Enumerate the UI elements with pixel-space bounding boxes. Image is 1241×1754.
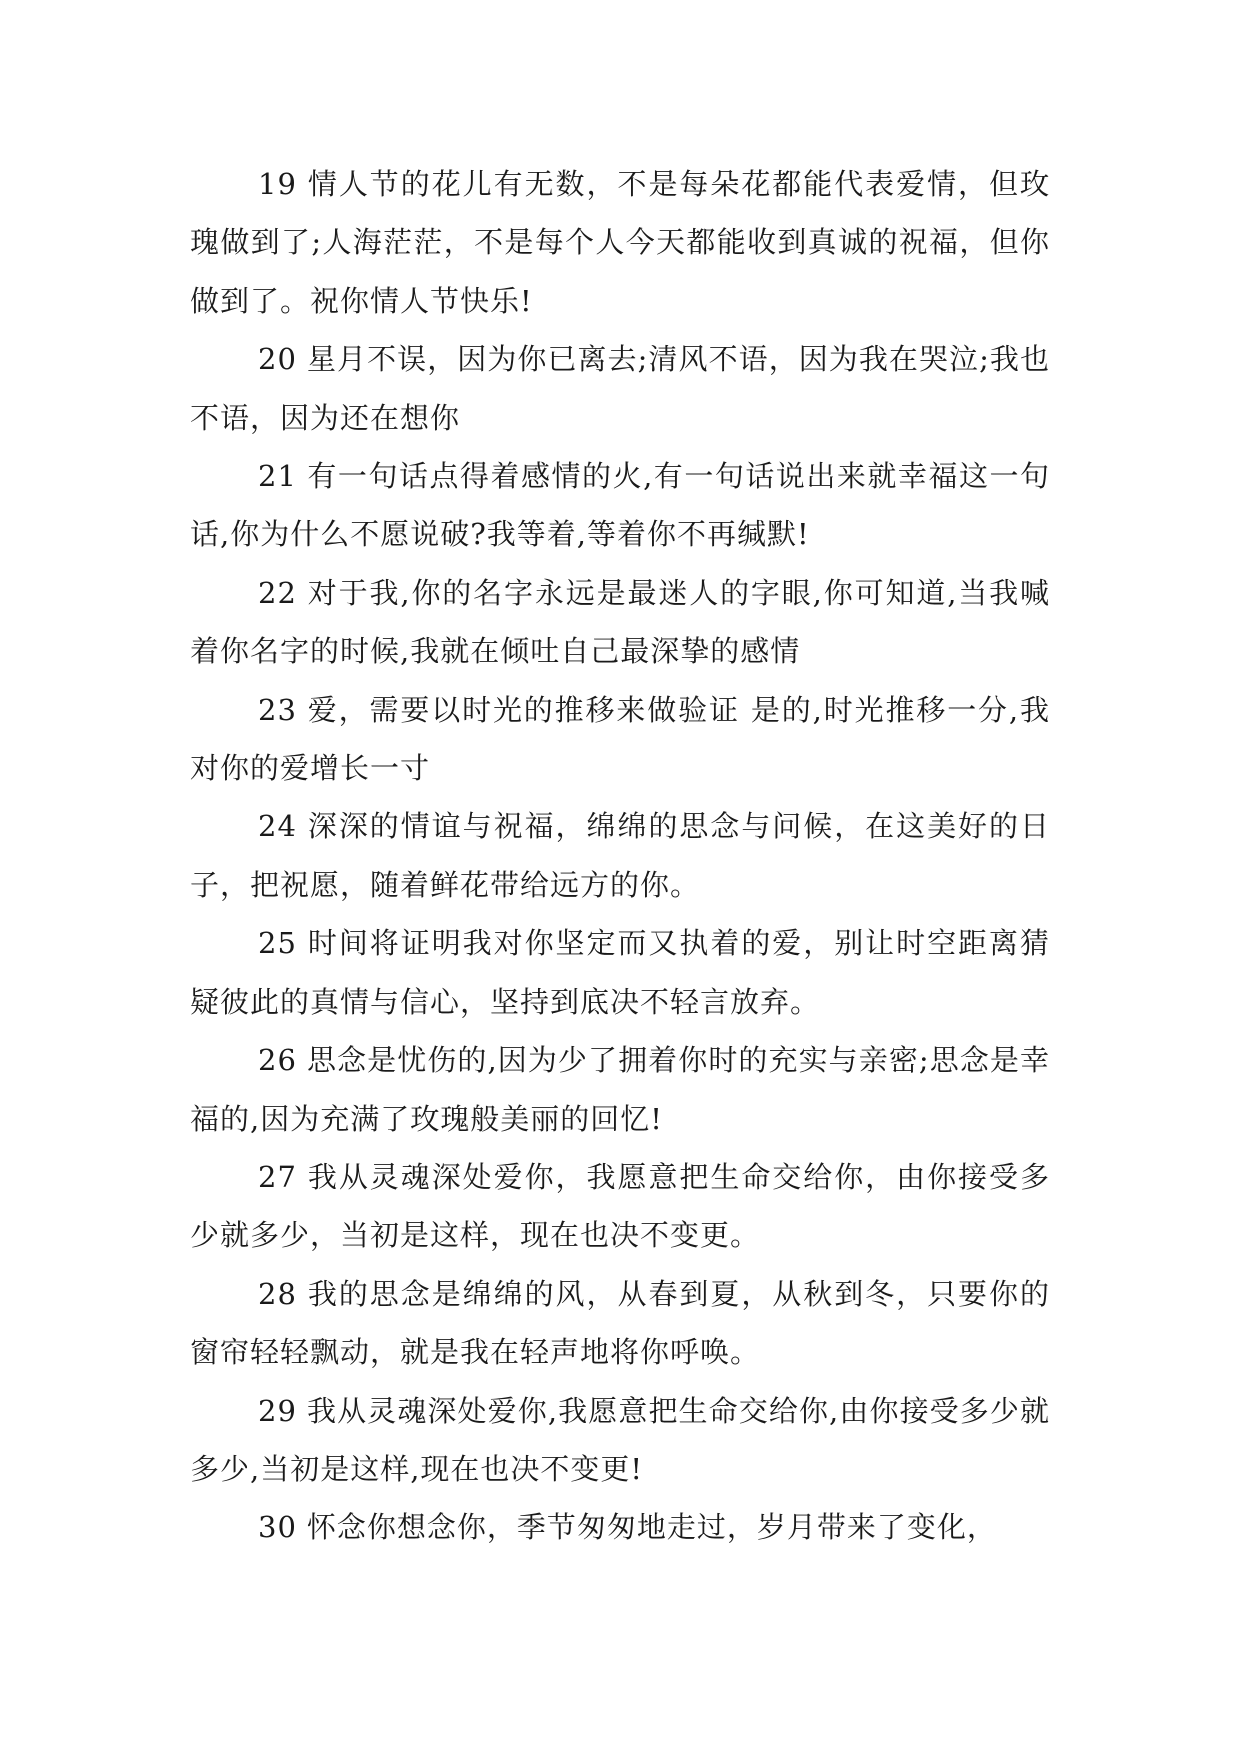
paragraph-number: 21: [258, 459, 297, 494]
paragraph-text: 我的思念是绵绵的风，从春到夏，从秋到冬，只要你的窗帘轻轻飘动，就是我在轻声地将你呼唤。: [190, 1276, 1050, 1370]
paragraph-text: 爱，需要以时光的推移来做验证 是的,时光推移一分,我对你的爱增长一寸: [190, 692, 1050, 786]
paragraph-number: 26: [258, 1043, 297, 1078]
paragraph-number: 20: [258, 342, 297, 377]
paragraph-22: [190, 564, 1050, 681]
paragraph-20: [190, 330, 1050, 447]
paragraph-number: 22: [258, 575, 297, 610]
paragraph-27: [190, 1148, 1050, 1265]
paragraph-text: 我从灵魂深处爱你，我愿意把生命交给你，由你接受多少就多少，当初是这样，现在也决不变更。: [190, 1159, 1050, 1253]
paragraph-text: 思念是忧伤的,因为少了拥着你时的充实与亲密;思念是幸福的,因为充满了玫瑰般美丽的回忆!: [190, 1043, 1050, 1136]
paragraph-number: 27: [258, 1159, 297, 1194]
paragraph-text: 情人节的花儿有无数，不是每朵花都能代表爱情，但玫瑰做到了;人海茫茫，不是每个人今天都能收到真诚的祝福，但你做到了。祝你情人节快乐!: [190, 167, 1050, 318]
paragraph-number: 19: [258, 167, 297, 201]
paragraph-23: [190, 681, 1050, 798]
paragraph-text: 星月不误，因为你已离去;清风不语，因为我在哭泣;我也不语，因为还在想你: [190, 342, 1050, 435]
paragraph-25: [190, 914, 1050, 1031]
paragraph-text: 有一句话点得着感情的火,有一句话说出来就幸福这一句话,你为什么不愿说破?我等着,等着你不再缄默!: [190, 459, 1050, 552]
paragraph-number: 23: [258, 692, 297, 727]
paragraph-number: 24: [258, 809, 297, 844]
paragraph-text: 时间将证明我对你坚定而又执着的爱，别让时空距离猜疑彼此的真情与信心，坚持到底决不轻言放弃。: [190, 926, 1050, 1019]
paragraph-text: 深深的情谊与祝福，绵绵的思念与问候，在这美好的日子，把祝愿，随着鲜花带给远方的你。: [190, 809, 1050, 902]
paragraph-text: 对于我,你的名字永远是最迷人的字眼,你可知道,当我喊着你名字的时候,我就在倾吐自己最深挚的感情: [190, 575, 1050, 669]
paragraph-number: 30: [258, 1510, 297, 1545]
paragraph-21: [190, 447, 1050, 564]
paragraph-number: 28: [258, 1276, 297, 1311]
paragraph-19: [190, 155, 1050, 330]
paragraph-text: 怀念你想念你，季节匆匆地走过，岁月带来了变化，: [306, 1510, 997, 1545]
paragraph-30: [190, 1498, 1050, 1556]
document-body: [190, 155, 1050, 1557]
paragraph-26: [190, 1031, 1050, 1148]
paragraph-28: [190, 1265, 1050, 1382]
paragraph-24: [190, 797, 1050, 914]
paragraph-text: 我从灵魂深处爱你,我愿意把生命交给你,由你接受多少就多少,当初是这样,现在也决不变更!: [190, 1393, 1050, 1486]
paragraph-29: [190, 1382, 1050, 1499]
paragraph-number: 25: [258, 926, 297, 961]
paragraph-number: 29: [258, 1393, 297, 1428]
